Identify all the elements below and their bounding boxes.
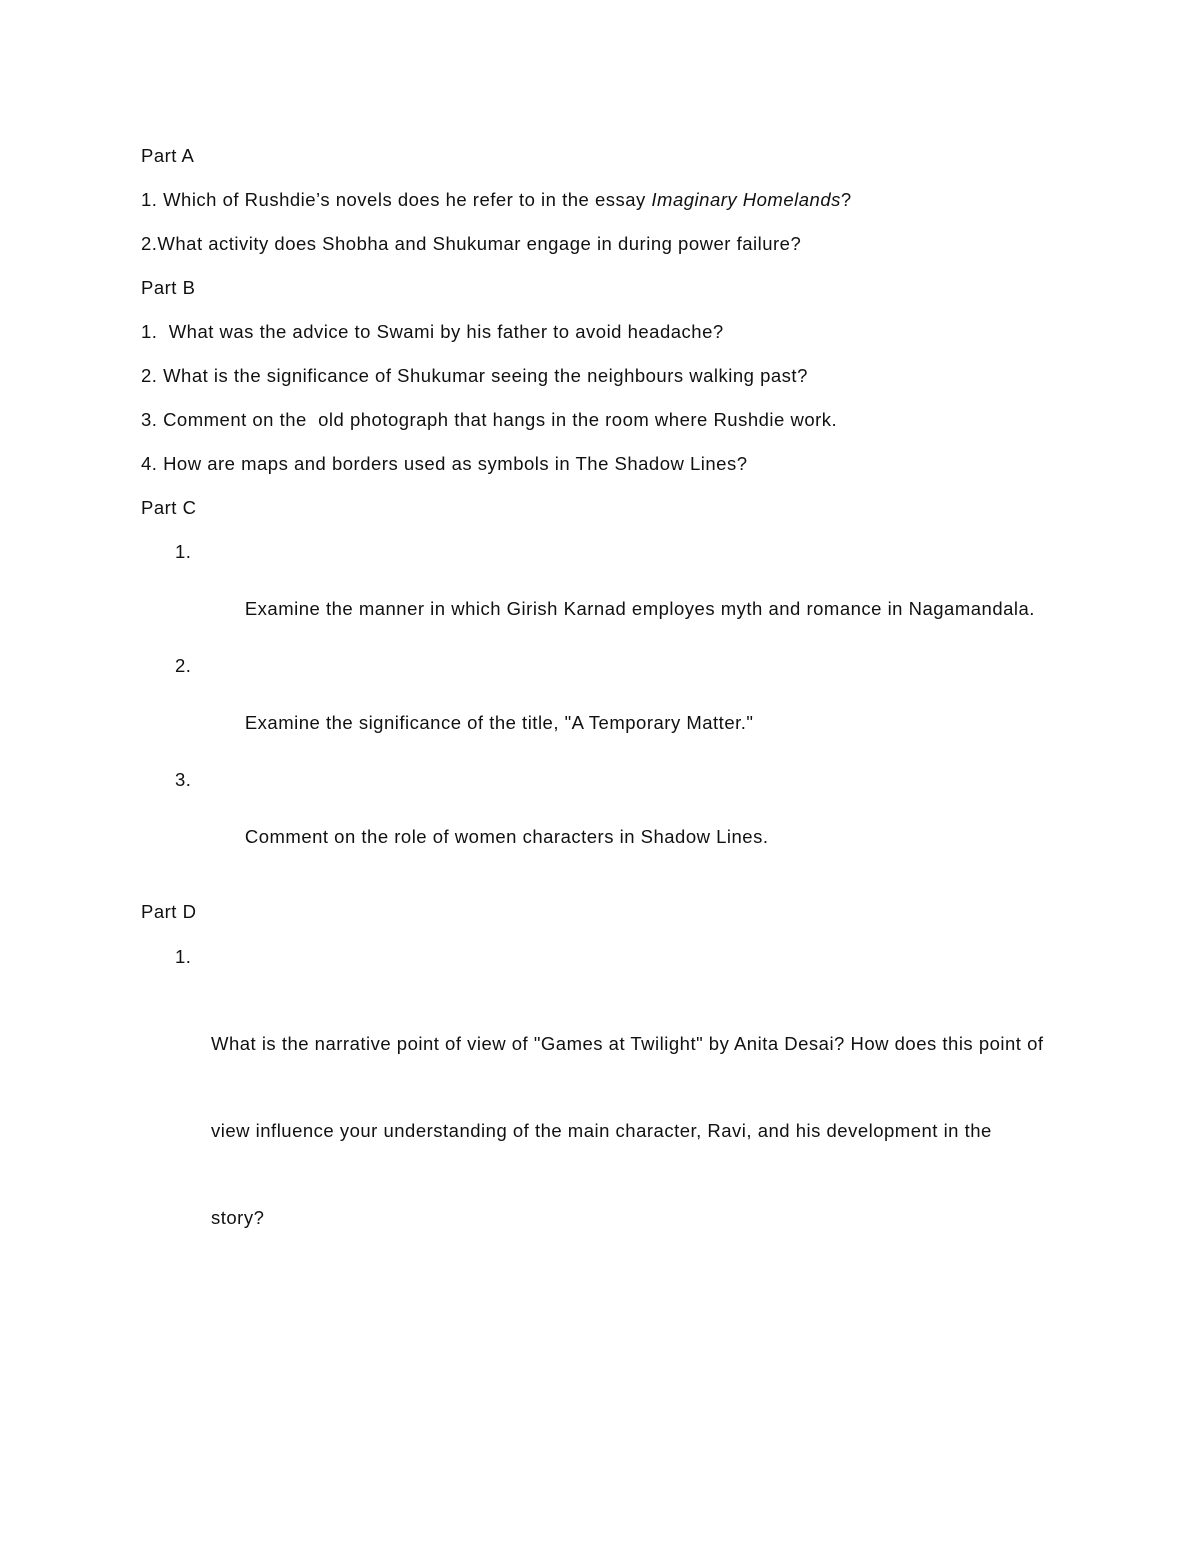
list-item <box>141 652 1200 766</box>
part-a-question-1 <box>141 186 1200 214</box>
part-b-question-4: 4. How are maps and borders used as symbols in The Shadow Lines? <box>141 453 748 474</box>
part-d-heading: Part D <box>141 901 197 922</box>
list-item-number: 1. <box>175 541 192 562</box>
list-item-text: Comment on the role of women characters in Shadow Lines. <box>244 826 769 847</box>
list-item-text-line-3: story? <box>211 1207 265 1228</box>
part-c-heading: Part C <box>141 497 197 518</box>
list-item-text: Examine the manner in which Girish Karnad employes myth and romance in Nagamandala. <box>244 598 1035 619</box>
list-item-text-line-1: What is the narrative point of view of "Games at Twilight" by Anita Desai? How does this point of <box>211 1033 1044 1054</box>
list-item <box>141 538 1200 652</box>
list-item <box>141 766 1200 880</box>
list-item-number: 2. <box>175 655 192 676</box>
list-item-number: 3. <box>175 769 192 790</box>
list-item-number: 1. <box>175 946 192 967</box>
part-b-question-3: 3. Comment on the old photograph that hangs in the room where Rushdie work. <box>141 409 838 430</box>
part-a-question-1-text: 1. Which of Rushdie’s novels does he refer to in the essay <box>141 189 652 210</box>
part-d-list <box>141 942 1200 1290</box>
part-c-list <box>141 538 1200 880</box>
part-a-question-1-end: ? <box>840 189 852 210</box>
part-a-question-2: 2.What activity does Shobha and Shukumar engage in during power failure? <box>141 233 802 254</box>
part-b-question-1: 1. What was the advice to Swami by his father to avoid headache? <box>141 321 724 342</box>
essay-title: Imaginary Homelands <box>651 189 841 210</box>
list-item-text-line-2: view influence your understanding of the main character, Ravi, and his development in the <box>211 1120 992 1141</box>
part-b-heading: Part B <box>141 277 196 298</box>
part-b-question-2: 2. What is the significance of Shukumar seeing the neighbours walking past? <box>141 365 808 386</box>
list-item-text: Examine the significance of the title, "A Temporary Matter." <box>244 712 754 733</box>
list-item <box>141 942 1200 1290</box>
part-a-heading: Part A <box>141 145 195 166</box>
